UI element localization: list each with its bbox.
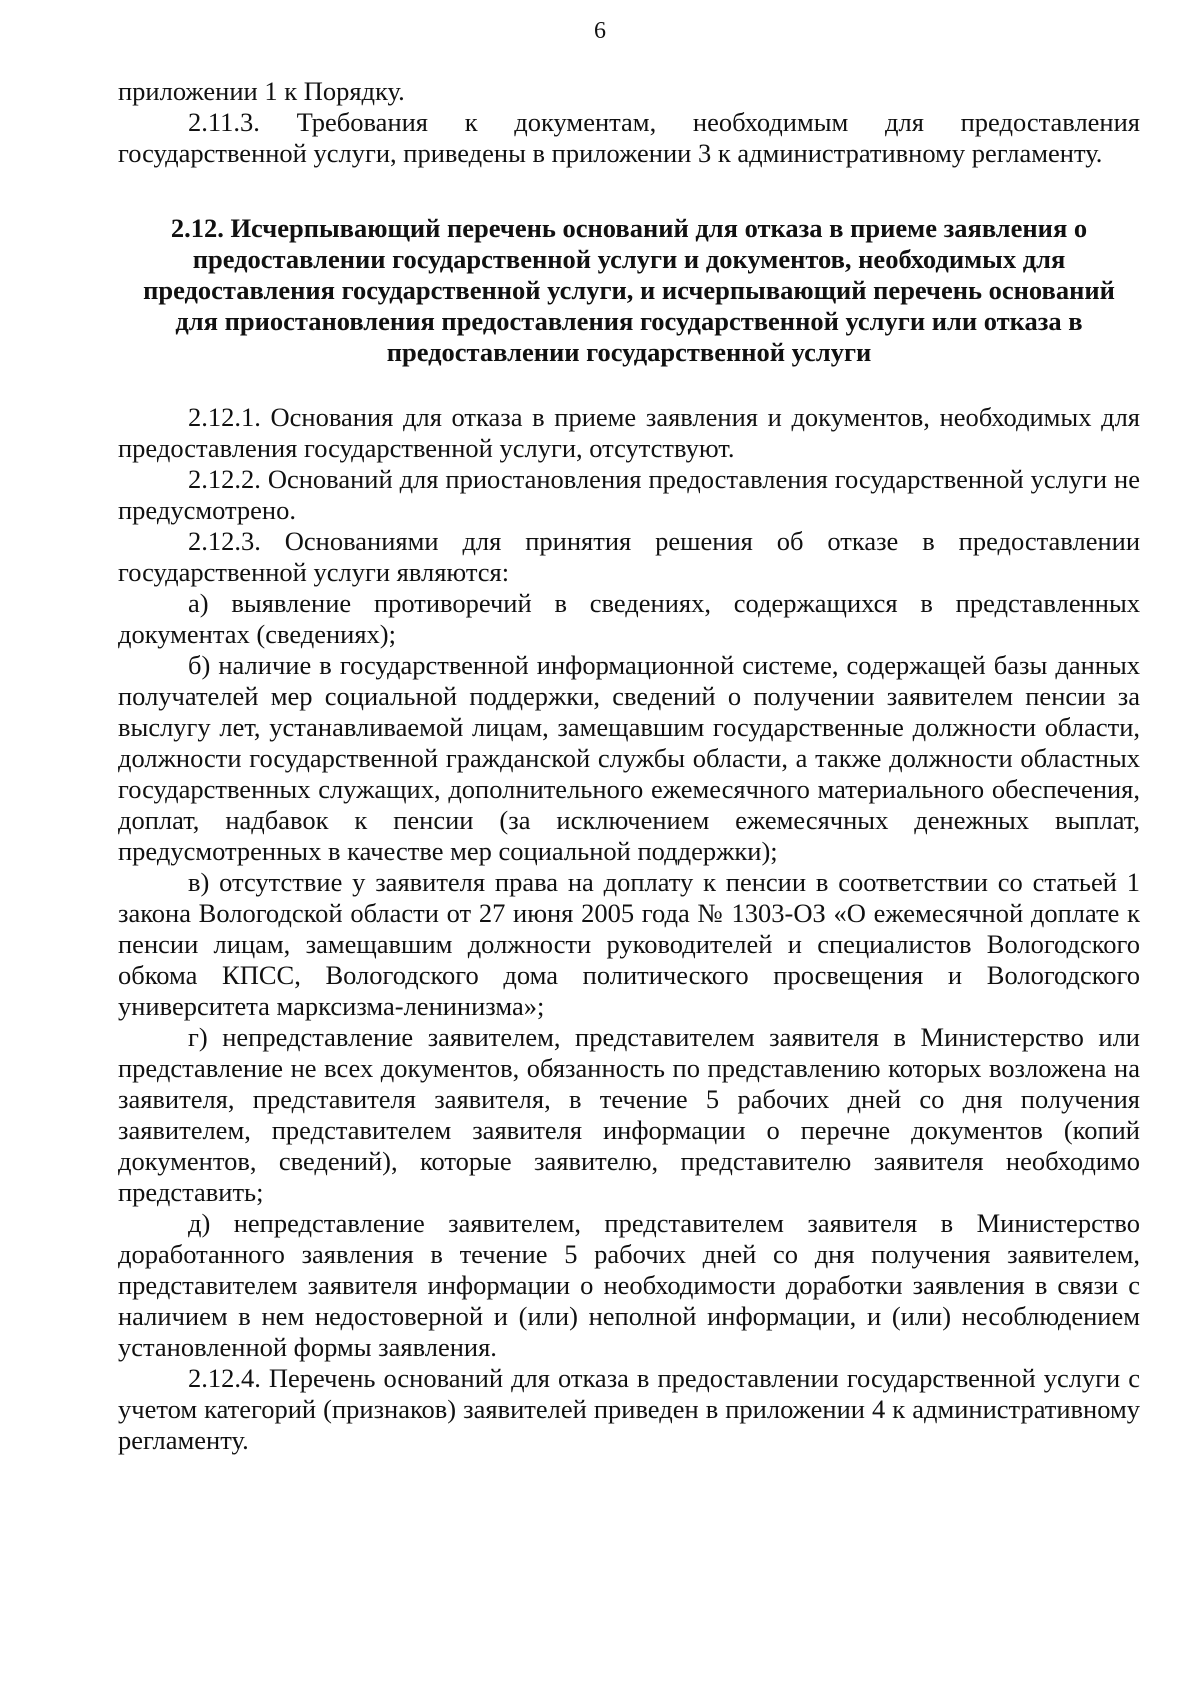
paragraph-2-12-1: 2.12.1. Основания для отказа в приеме заявления и документов, необходимых для предоставления государственной услуги, отсутствуют. (118, 402, 1140, 463)
section-heading-2-12: 2.12. Исчерпывающий перечень оснований для отказа в приеме заявления о предоставлении государственной услуги и документов, необходимых для предоставления государственной услуги, и исчерпывающий перечень оснований для приостановления предоставления государственной услуги или отказа в предоставлении государственной услуги (143, 213, 1115, 367)
list-item-b: б) наличие в государственной информационной системе, содержащей базы данных получателей мер социальной поддержки, сведений о получении заявителем пенсии за выслугу лет, устанавливаемой лицам, замещавшим государственные должности области, должности государственной гражданской службы области, а также должности областных государственных служащих, дополнительного ежемесячного материального обеспечения, доплат, надбавок к пенсии (за исключением ежемесячных денежных выплат, предусмотренных в качестве мер социальной поддержки); (118, 650, 1140, 866)
list-item-v: в) отсутствие у заявителя права на доплату к пенсии в соответствии со статьей 1 закона Вологодской области от 27 июня 2005 года № 1303-ОЗ «О ежемесячной доплате к пенсии лицам, замещавшим должности руководителей и специалистов Вологодского обкома КПСС, Вологодского дома политического просвещения и Вологодского университета марксизма-ленинизма»; (118, 867, 1140, 1021)
paragraph-2-12-3: 2.12.3. Основаниями для принятия решения об отказе в предоставлении государственной услуги являются: (118, 526, 1140, 587)
list-item-d: д) непредставление заявителем, представителем заявителя в Министерство доработанного заявления в течение 5 рабочих дней со дня получения заявителем, представителем заявителя информации о необходимости доработки заявления в связи с наличием в нем недостоверной и (или) неполной информации, и (или) несоблюдением установленной формы заявления. (118, 1208, 1140, 1362)
list-item-g: г) непредставление заявителем, представителем заявителя в Министерство или представление не всех документов, обязанность по представлению которых возложена на заявителя, представителя заявителя, в течение 5 рабочих дней со дня получения заявителем, представителем заявителя информации о перечне документов (копий документов, сведений), которые заявителю, представителю заявителя необходимо представить; (118, 1022, 1140, 1207)
list-item-a: а) выявление противоречий в сведениях, содержащихся в представленных документах (сведениях); (118, 588, 1140, 649)
paragraph-2-12-2: 2.12.2. Оснований для приостановления предоставления государственной услуги не предусмотрено. (118, 464, 1140, 525)
document-body (118, 76, 1140, 1456)
paragraph-continuation: приложении 1 к Порядку. (118, 76, 405, 106)
page-number: 6 (594, 18, 606, 44)
paragraph-2-12-4: 2.12.4. Перечень оснований для отказа в предоставлении государственной услуги с учетом категорий (признаков) заявителей приведен в приложении 4 к административному регламенту. (118, 1363, 1140, 1455)
paragraph-2-11-3: 2.11.3. Требования к документам, необходимым для предоставления государственной услуги, приведены в приложении 3 к административному регламенту. (118, 107, 1140, 168)
